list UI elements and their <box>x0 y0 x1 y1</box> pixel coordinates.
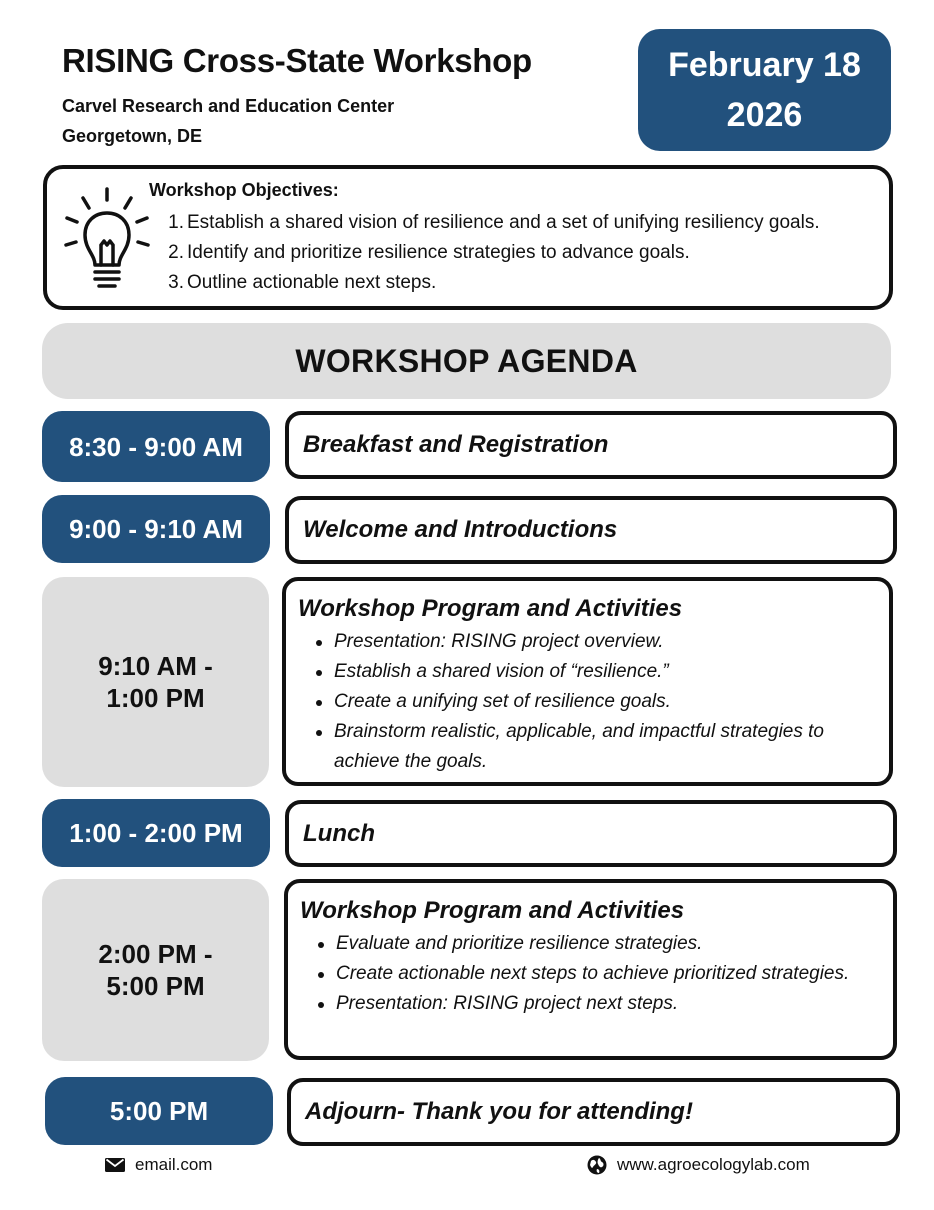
objective-number: 1. <box>168 212 184 233</box>
objectives-list <box>165 208 820 298</box>
agenda-bullet: Establish a shared vision of “resilience.” <box>316 657 877 687</box>
agenda-event <box>284 879 897 1060</box>
objective-text: Identify and prioritize resilience strategies to advance goals. <box>187 242 690 263</box>
agenda-bullet: Create actionable next steps to achieve prioritized strategies. <box>318 959 881 989</box>
agenda-heading: WORKSHOP AGENDA <box>42 323 891 399</box>
agenda-bullet: Create a unifying set of resilience goals. <box>316 687 877 717</box>
venue-name: Carvel Research and Education Center <box>62 96 395 116</box>
page-title: RISING Cross-State Workshop <box>62 42 532 79</box>
agenda-event-title: Breakfast and Registration <box>303 431 609 458</box>
agenda-event-title: Workshop Program and Activities <box>298 595 683 622</box>
agenda-bullets <box>300 929 881 1019</box>
agenda-event <box>287 1078 900 1146</box>
objective-number: 3. <box>168 272 184 293</box>
agenda-event-title: Adjourn- Thank you for attending! <box>305 1098 693 1125</box>
agenda-time: 1:00 - 2:00 PM <box>42 799 270 867</box>
objective-item <box>165 208 820 238</box>
envelope-icon <box>105 1158 125 1172</box>
objective-item <box>165 268 820 298</box>
agenda-bullets <box>298 627 877 777</box>
agenda-event-title: Welcome and Introductions <box>303 516 618 543</box>
lightbulb-icon <box>61 183 153 295</box>
agenda-event-title: Lunch <box>303 819 375 847</box>
agenda-time: 5:00 PM <box>45 1077 273 1145</box>
objectives-heading: Workshop Objectives: <box>149 180 339 200</box>
objective-text: Establish a shared vision of resilience and a set of unifying resiliency goals. <box>187 212 820 233</box>
date-year: 2026 <box>726 96 803 134</box>
globe-icon <box>587 1155 607 1175</box>
agenda-event <box>285 800 897 867</box>
objective-item <box>165 238 820 268</box>
agenda-time: 9:10 AM - 1:00 PM <box>42 577 269 787</box>
footer-website[interactable] <box>587 1155 810 1175</box>
objectives-box <box>43 165 893 310</box>
agenda-bullet: Presentation: RISING project next steps. <box>318 989 881 1019</box>
email-link[interactable]: email.com <box>135 1155 213 1174</box>
agenda-time: 9:00 - 9:10 AM <box>42 495 270 563</box>
agenda-bullet: Evaluate and prioritize resilience strategies. <box>318 929 881 959</box>
agenda-time: 8:30 - 9:00 AM <box>42 411 270 482</box>
venue-location: Georgetown, DE <box>62 126 203 146</box>
agenda-event-title: Workshop Program and Activities <box>300 897 685 924</box>
date-badge <box>638 29 891 151</box>
agenda-time: 2:00 PM - 5:00 PM <box>42 879 269 1061</box>
venue <box>62 91 394 151</box>
objective-text: Outline actionable next steps. <box>187 272 437 293</box>
date-day: February 18 <box>668 46 861 84</box>
agenda-event <box>285 496 897 564</box>
agenda-bullet: Brainstorm realistic, applicable, and impactful strategies to achieve the goals. <box>316 717 877 777</box>
agenda-event <box>285 411 897 479</box>
agenda-bullet: Presentation: RISING project overview. <box>316 627 877 657</box>
agenda-event <box>282 577 893 786</box>
objective-number: 2. <box>168 242 184 263</box>
footer-email[interactable] <box>105 1155 212 1175</box>
website-link[interactable]: www.agroecologylab.com <box>617 1155 810 1174</box>
